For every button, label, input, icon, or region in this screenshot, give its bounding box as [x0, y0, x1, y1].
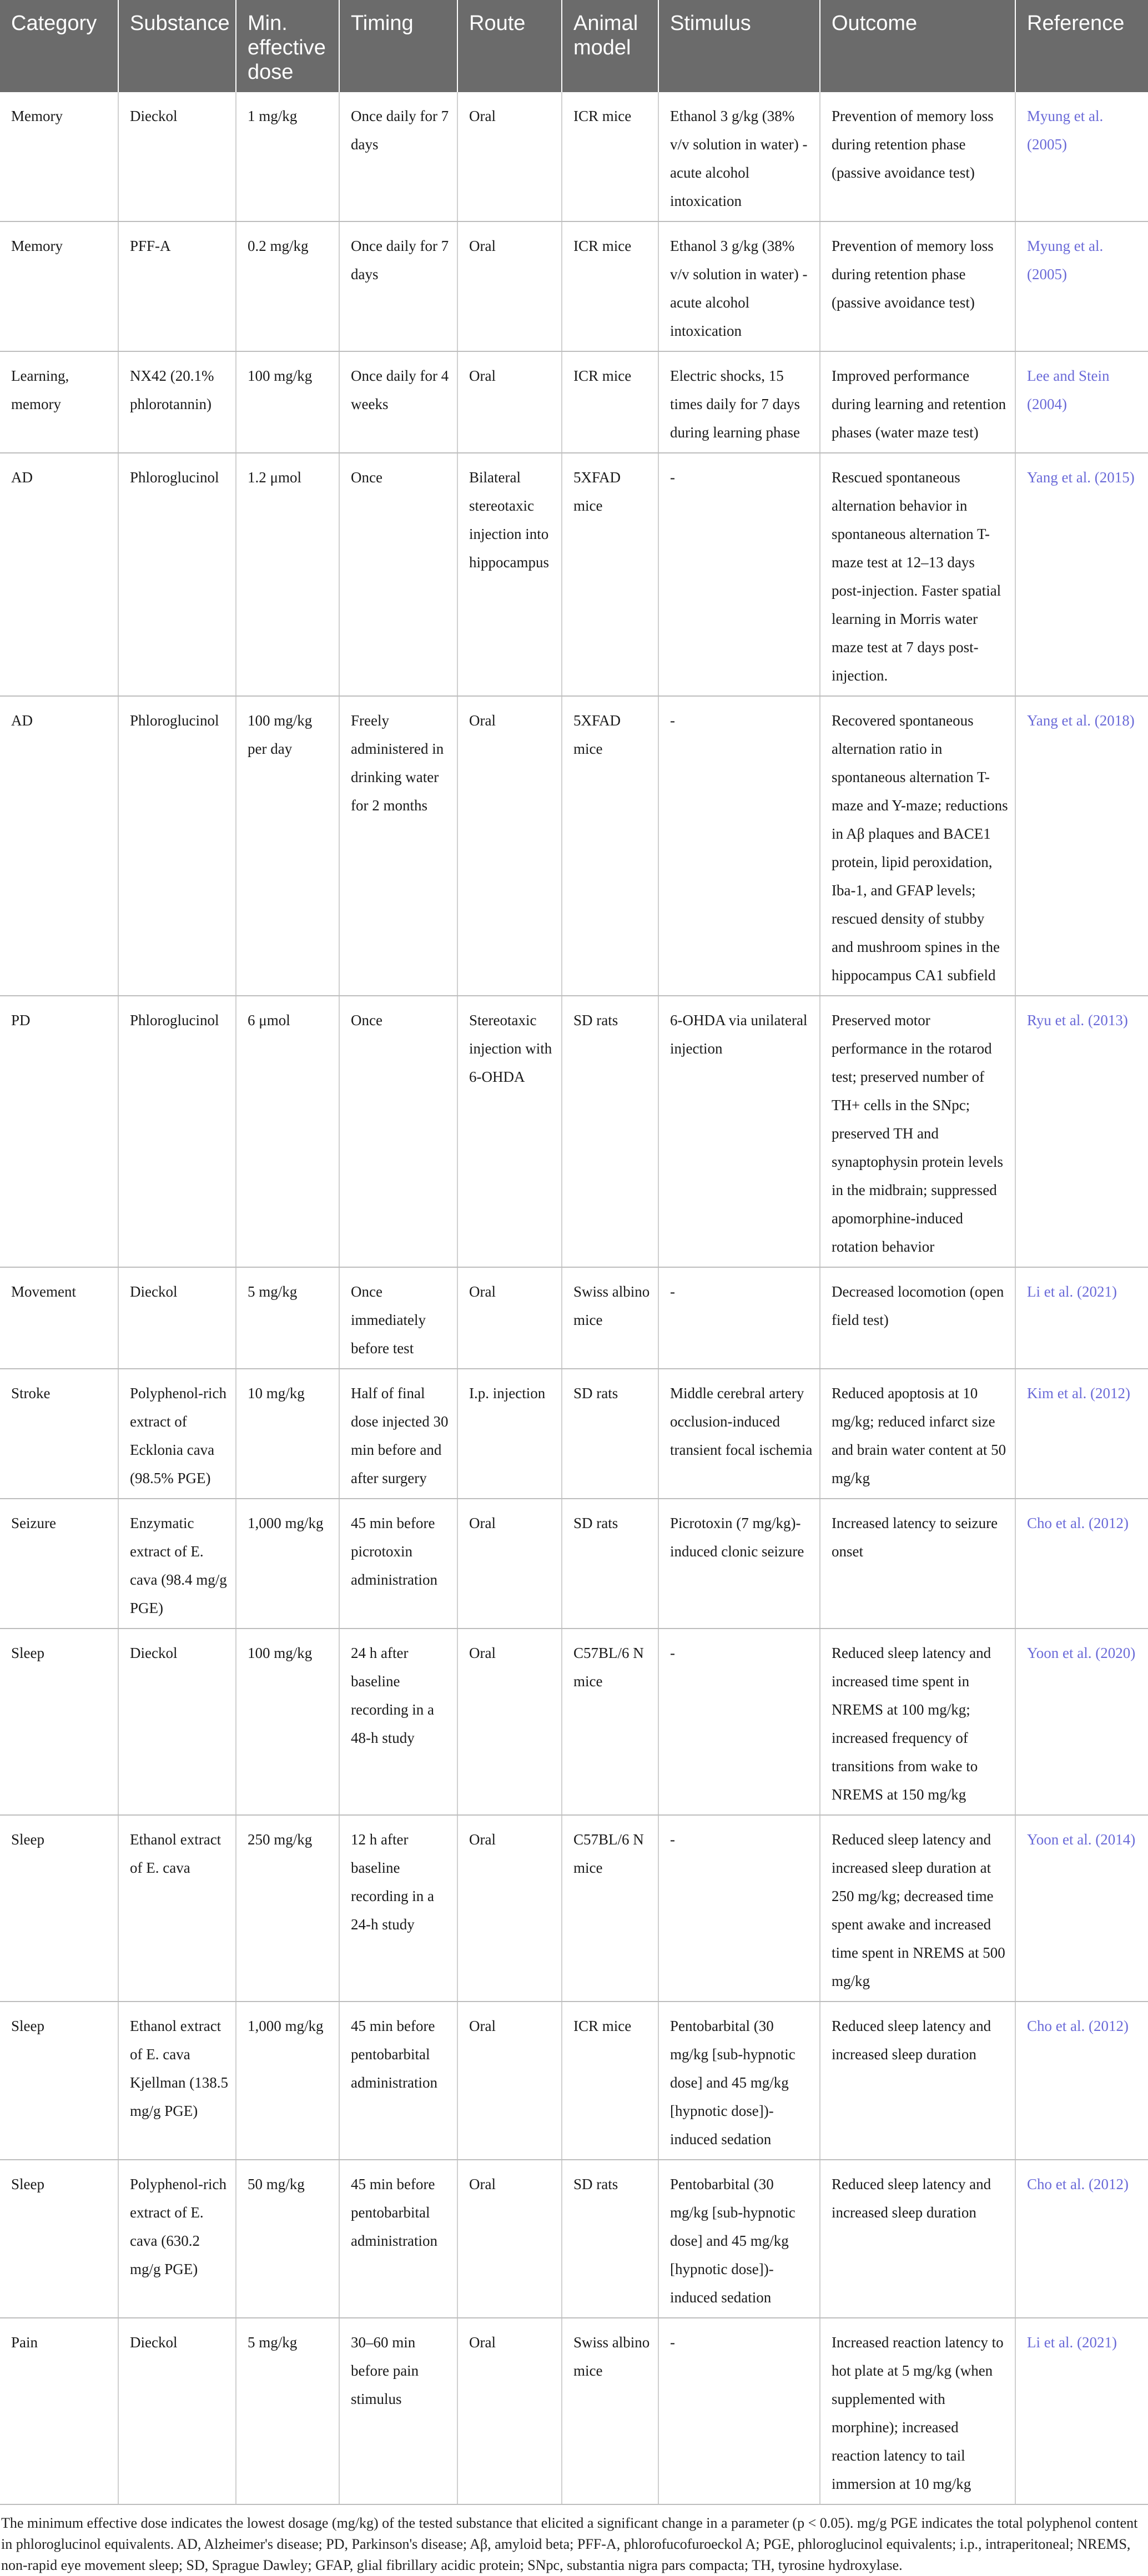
table-row	[0, 1629, 1148, 1815]
cell-route: Oral	[457, 1267, 562, 1369]
cell-animal-model: SD rats	[562, 1369, 658, 1499]
cell-stimulus: Ethanol 3 g/kg (38% v/v solution in water) - acute alcohol intoxication	[658, 221, 820, 351]
header-reference: Reference	[1015, 0, 1148, 92]
cell-category: Memory	[0, 92, 118, 221]
cell-category: AD	[0, 696, 118, 996]
cell-outcome: Increased reaction latency to hot plate at 5 mg/kg (when supplemented with morphine); increased reaction latency to tail immersion at 10 mg/kg	[820, 2318, 1015, 2504]
cell-min-dose: 1,000 mg/kg	[236, 1499, 339, 1629]
cell-reference[interactable]: Cho et al. (2012)	[1015, 2160, 1148, 2318]
table-row	[0, 1499, 1148, 1629]
cell-category: AD	[0, 453, 118, 696]
cell-reference[interactable]: Yang et al. (2015)	[1015, 453, 1148, 696]
cell-category: Stroke	[0, 1369, 118, 1499]
cell-reference[interactable]: Cho et al. (2012)	[1015, 2002, 1148, 2160]
cell-timing: 30–60 min before pain stimulus	[339, 2318, 457, 2504]
cell-animal-model: SD rats	[562, 996, 658, 1267]
cell-category: Memory	[0, 221, 118, 351]
table-header	[0, 0, 1148, 92]
table-body	[0, 92, 1148, 2504]
cell-route: Bilateral stereotaxic injection into hippocampus	[457, 453, 562, 696]
header-outcome: Outcome	[820, 0, 1015, 92]
cell-substance: Enzymatic extract of E. cava (98.4 mg/g PGE)	[118, 1499, 236, 1629]
cell-timing: 45 min before pentobarbital administration	[339, 2002, 457, 2160]
cell-substance: Polyphenol-rich extract of E. cava (630.2 mg/g PGE)	[118, 2160, 236, 2318]
cell-stimulus: -	[658, 2318, 820, 2504]
cell-route: Oral	[457, 696, 562, 996]
table-row	[0, 996, 1148, 1267]
cell-substance: Phloroglucinol	[118, 996, 236, 1267]
cell-min-dose: 100 mg/kg per day	[236, 696, 339, 996]
cell-reference[interactable]: Yang et al. (2018)	[1015, 696, 1148, 996]
cell-route: Oral	[457, 1629, 562, 1815]
cell-animal-model: SD rats	[562, 2160, 658, 2318]
table-row	[0, 92, 1148, 221]
cell-outcome: Reduced sleep latency and increased time spent in NREMS at 100 mg/kg; increased frequency of transitions from wake to NREMS at 150 mg/kg	[820, 1629, 1015, 1815]
cell-substance: Dieckol	[118, 1267, 236, 1369]
cell-outcome: Reduced sleep latency and increased sleep duration	[820, 2160, 1015, 2318]
cell-min-dose: 50 mg/kg	[236, 2160, 339, 2318]
cell-animal-model: ICR mice	[562, 2002, 658, 2160]
cell-outcome: Reduced sleep latency and increased sleep duration	[820, 2002, 1015, 2160]
cell-reference[interactable]: Myung et al. (2005)	[1015, 221, 1148, 351]
cell-substance: Dieckol	[118, 92, 236, 221]
cell-animal-model: Swiss albino mice	[562, 2318, 658, 2504]
cell-outcome: Improved performance during learning and retention phases (water maze test)	[820, 351, 1015, 453]
cell-route: Oral	[457, 1815, 562, 2002]
header-stimulus: Stimulus	[658, 0, 820, 92]
cell-category: Sleep	[0, 1629, 118, 1815]
cell-reference[interactable]: Ryu et al. (2013)	[1015, 996, 1148, 1267]
cell-reference[interactable]: Yoon et al. (2020)	[1015, 1629, 1148, 1815]
cell-reference[interactable]: Myung et al. (2005)	[1015, 92, 1148, 221]
cell-timing: Half of final dose injected 30 min before and after surgery	[339, 1369, 457, 1499]
cell-timing: Once daily for 7 days	[339, 92, 457, 221]
cell-animal-model: ICR mice	[562, 351, 658, 453]
cell-category: Sleep	[0, 1815, 118, 2002]
cell-timing: 45 min before pentobarbital administration	[339, 2160, 457, 2318]
cell-reference[interactable]: Li et al. (2021)	[1015, 1267, 1148, 1369]
cell-timing: Once daily for 7 days	[339, 221, 457, 351]
cell-animal-model: ICR mice	[562, 92, 658, 221]
table-row	[0, 1369, 1148, 1499]
cell-substance: Ethanol extract of E. cava	[118, 1815, 236, 2002]
cell-outcome: Recovered spontaneous alternation ratio in spontaneous alternation T-maze and Y-maze; reductions in Aβ plaques and BACE1 protein, lipid peroxidation, Iba-1, and GFAP levels; rescued density of stubby and mushroom spines in the hippocampus CA1 subfield	[820, 696, 1015, 996]
cell-timing: Once	[339, 453, 457, 696]
cell-route: Stereotaxic injection with 6-OHDA	[457, 996, 562, 1267]
cell-substance: Dieckol	[118, 1629, 236, 1815]
cell-route: Oral	[457, 2160, 562, 2318]
cell-animal-model: ICR mice	[562, 221, 658, 351]
cell-timing: 24 h after baseline recording in a 48-h study	[339, 1629, 457, 1815]
cell-stimulus: -	[658, 1815, 820, 2002]
table-row	[0, 1815, 1148, 2002]
cell-timing: Freely administered in drinking water for 2 months	[339, 696, 457, 996]
cell-outcome: Prevention of memory loss during retention phase (passive avoidance test)	[820, 92, 1015, 221]
cell-timing: Once daily for 4 weeks	[339, 351, 457, 453]
cell-timing: Once immediately before test	[339, 1267, 457, 1369]
cell-stimulus: 6-OHDA via unilateral injection	[658, 996, 820, 1267]
cell-stimulus: Ethanol 3 g/kg (38% v/v solution in water) - acute alcohol intoxication	[658, 92, 820, 221]
header-substance: Substance	[118, 0, 236, 92]
cell-reference[interactable]: Yoon et al. (2014)	[1015, 1815, 1148, 2002]
cell-route: I.p. injection	[457, 1369, 562, 1499]
cell-category: Pain	[0, 2318, 118, 2504]
header-animal-model: Animal model	[562, 0, 658, 92]
header-category: Category	[0, 0, 118, 92]
cell-timing: Once	[339, 996, 457, 1267]
cell-stimulus: -	[658, 1629, 820, 1815]
cell-stimulus: Pentobarbital (30 mg/kg [sub-hypnotic dose] and 45 mg/kg [hypnotic dose])-induced sedation	[658, 2002, 820, 2160]
cell-timing: 45 min before picrotoxin administration	[339, 1499, 457, 1629]
header-min-dose: Min. effective dose	[236, 0, 339, 92]
cell-stimulus: Electric shocks, 15 times daily for 7 days during learning phase	[658, 351, 820, 453]
cell-reference[interactable]: Cho et al. (2012)	[1015, 1499, 1148, 1629]
table-footnote: The minimum effective dose indicates the lowest dosage (mg/kg) of the tested substance that elicited a significant change in a parameter (p < 0.05). mg/g PGE indicates the total polyphenol content in phloroglucinol equivalents. AD, Alzheimer's disease; PD, Parkinson's disease; Aβ, amyloid beta; PFF-A, phlorofucofuroeckol A; PGE, phloroglucinol equivalents; i.p., intraperitoneal; NREMS, non-rapid eye movement sleep; SD, Sprague Dawley; GFAP, glial fibrillary acidic protein; SNpc, substantia nigra pars compacta; TH, tyrosine hydroxylase.	[1, 2515, 1138, 2573]
table-row	[0, 453, 1148, 696]
cell-category: Learning, memory	[0, 351, 118, 453]
cell-outcome: Preserved motor performance in the rotarod test; preserved number of TH+ cells in the SNpc; preserved TH and synaptophysin protein levels in the midbrain; suppressed apomorphine-induced rotation behavior	[820, 996, 1015, 1267]
cell-animal-model: 5XFAD mice	[562, 696, 658, 996]
cell-substance: Phloroglucinol	[118, 696, 236, 996]
cell-animal-model: C57BL/6 N mice	[562, 1629, 658, 1815]
cell-reference[interactable]: Lee and Stein (2004)	[1015, 351, 1148, 453]
cell-outcome: Decreased locomotion (open field test)	[820, 1267, 1015, 1369]
cell-route: Oral	[457, 2002, 562, 2160]
cell-reference[interactable]: Li et al. (2021)	[1015, 2318, 1148, 2504]
cell-outcome: Rescued spontaneous alternation behavior in spontaneous alternation T-maze test at 12–13 days post-injection. Faster spatial learning in Morris water maze test at 7 days post-injection.	[820, 453, 1015, 696]
cell-route: Oral	[457, 1499, 562, 1629]
cell-animal-model: Swiss albino mice	[562, 1267, 658, 1369]
cell-stimulus: -	[658, 453, 820, 696]
cell-min-dose: 1,000 mg/kg	[236, 2002, 339, 2160]
cell-substance: PFF-A	[118, 221, 236, 351]
cell-min-dose: 250 mg/kg	[236, 1815, 339, 2002]
cell-min-dose: 6 μmol	[236, 996, 339, 1267]
cell-animal-model: 5XFAD mice	[562, 453, 658, 696]
cell-animal-model: C57BL/6 N mice	[562, 1815, 658, 2002]
cell-route: Oral	[457, 351, 562, 453]
cell-stimulus: -	[658, 1267, 820, 1369]
table-row	[0, 2160, 1148, 2318]
cell-category: Sleep	[0, 2002, 118, 2160]
cell-category: PD	[0, 996, 118, 1267]
cell-outcome: Reduced sleep latency and increased sleep duration at 250 mg/kg; decreased time spent awake and increased time spent in NREMS at 500 mg/kg	[820, 1815, 1015, 2002]
cell-outcome: Prevention of memory loss during retention phase (passive avoidance test)	[820, 221, 1015, 351]
cell-route: Oral	[457, 2318, 562, 2504]
cell-route: Oral	[457, 221, 562, 351]
cell-category: Seizure	[0, 1499, 118, 1629]
header-route: Route	[457, 0, 562, 92]
table-row	[0, 2318, 1148, 2504]
cell-substance: Polyphenol-rich extract of Ecklonia cava (98.5% PGE)	[118, 1369, 236, 1499]
cell-reference[interactable]: Kim et al. (2012)	[1015, 1369, 1148, 1499]
cell-outcome: Increased latency to seizure onset	[820, 1499, 1015, 1629]
cell-min-dose: 5 mg/kg	[236, 2318, 339, 2504]
table-row	[0, 2002, 1148, 2160]
cell-min-dose: 1 mg/kg	[236, 92, 339, 221]
cell-stimulus: Picrotoxin (7 mg/kg)-induced clonic seizure	[658, 1499, 820, 1629]
cell-substance: Phloroglucinol	[118, 453, 236, 696]
cell-min-dose: 100 mg/kg	[236, 351, 339, 453]
cell-min-dose: 0.2 mg/kg	[236, 221, 339, 351]
cell-timing: 12 h after baseline recording in a 24-h study	[339, 1815, 457, 2002]
cell-substance: Dieckol	[118, 2318, 236, 2504]
cell-stimulus: Pentobarbital (30 mg/kg [sub-hypnotic dose] and 45 mg/kg [hypnotic dose])-induced sedation	[658, 2160, 820, 2318]
cell-min-dose: 10 mg/kg	[236, 1369, 339, 1499]
table-row	[0, 351, 1148, 453]
cell-stimulus: -	[658, 696, 820, 996]
cell-min-dose: 1.2 μmol	[236, 453, 339, 696]
cell-min-dose: 5 mg/kg	[236, 1267, 339, 1369]
cell-min-dose: 100 mg/kg	[236, 1629, 339, 1815]
cell-route: Oral	[457, 92, 562, 221]
table-row	[0, 221, 1148, 351]
cell-outcome: Reduced apoptosis at 10 mg/kg; reduced infarct size and brain water content at 50 mg/kg	[820, 1369, 1015, 1499]
cell-stimulus: Middle cerebral artery occlusion-induced transient focal ischemia	[658, 1369, 820, 1499]
cell-animal-model: SD rats	[562, 1499, 658, 1629]
cell-substance: Ethanol extract of E. cava Kjellman (138.5 mg/g PGE)	[118, 2002, 236, 2160]
table-row	[0, 1267, 1148, 1369]
cell-category: Sleep	[0, 2160, 118, 2318]
header-timing: Timing	[339, 0, 457, 92]
table-row	[0, 696, 1148, 996]
header-row	[0, 0, 1148, 92]
cell-category: Movement	[0, 1267, 118, 1369]
cell-substance: NX42 (20.1% phlorotannin)	[118, 351, 236, 453]
